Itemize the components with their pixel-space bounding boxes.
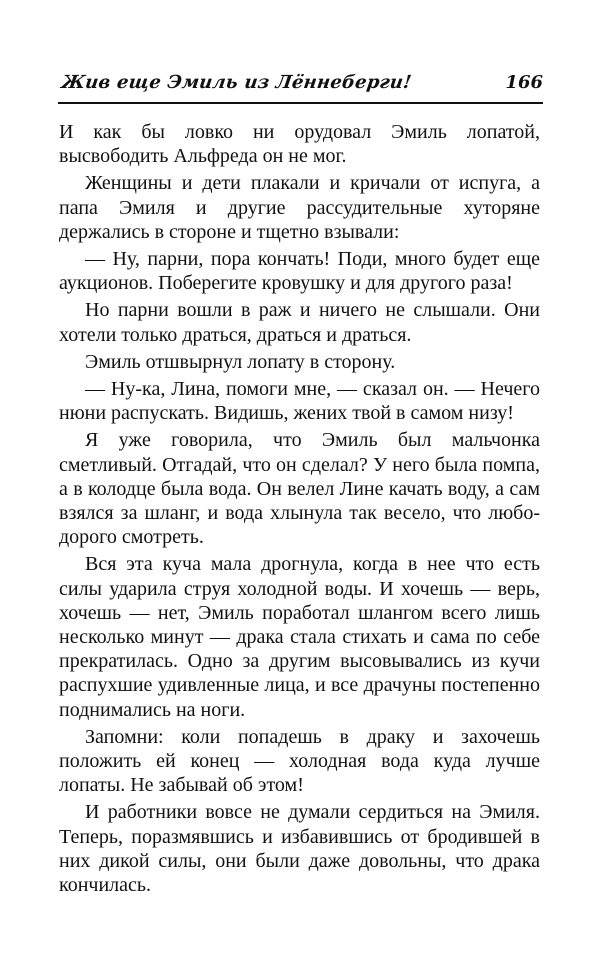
paragraph: Я уже говорила, что Эмиль был мальчонка сметливый. Отгадай, что он сделал? У него была помпа, а в колодце была вода. Он велел Лине качать воду, а сам взялся за шланг, и вода хлынула так весело, что любо-дорого смотреть.	[59, 429, 540, 549]
page-number: 166	[505, 72, 543, 93]
paragraph: Запомни: коли попадешь в драку и захочешь положить ей конец — холодная вода куда лучше лопаты. Не забывай об этом!	[59, 725, 540, 797]
paragraph: — Ну, парни, пора кончать! Поди, много будет еще аукционов. Поберегите кровушку и для другого раза!	[59, 248, 540, 295]
paragraph: Эмиль отшвырнул лопату в сторону.	[85, 350, 396, 373]
paragraph: Женщины и дети плакали и кричали от испуга, а папа Эмиля и другие рассудительные хуторяне держались в стороне и тщетно взывали:	[59, 172, 540, 243]
paragraph: И как бы ловко ни орудовал Эмиль лопатой, высвободить Альфреда он не мог.	[59, 121, 540, 168]
header-rule	[58, 102, 543, 104]
page-header	[58, 66, 543, 104]
paragraph: — Ну-ка, Лина, помоги мне, — сказал он. — Нечего нюни распускать. Видишь, жених твой в самом низу!	[59, 378, 540, 425]
running-title: Жив еще Эмиль из Лённеберги!	[60, 72, 413, 93]
paragraph: И работники вовсе не думали сердиться на Эмиля. Теперь, поразмявшись и избавившись от бродившей в них дикой силы, они были даже довольны, что драка кончилась.	[59, 801, 540, 897]
paragraph: Но парни вошли в раж и ничего не слышали. Они хотели только драться, драться и драться.	[59, 299, 540, 346]
page-body	[59, 120, 540, 900]
paragraph: Вся эта куча мала дрогнула, когда в нее что есть силы ударила струя холодной воды. И хочешь — верь, хочешь — нет, Эмиль поработал шлангом всего лишь несколько минут — драка стала стихать и сама по себе прекратилась. Одно за другим высовывались из кучи распухшие удивленные лица, и все драчуны постепенно поднимались на ноги.	[59, 553, 540, 721]
